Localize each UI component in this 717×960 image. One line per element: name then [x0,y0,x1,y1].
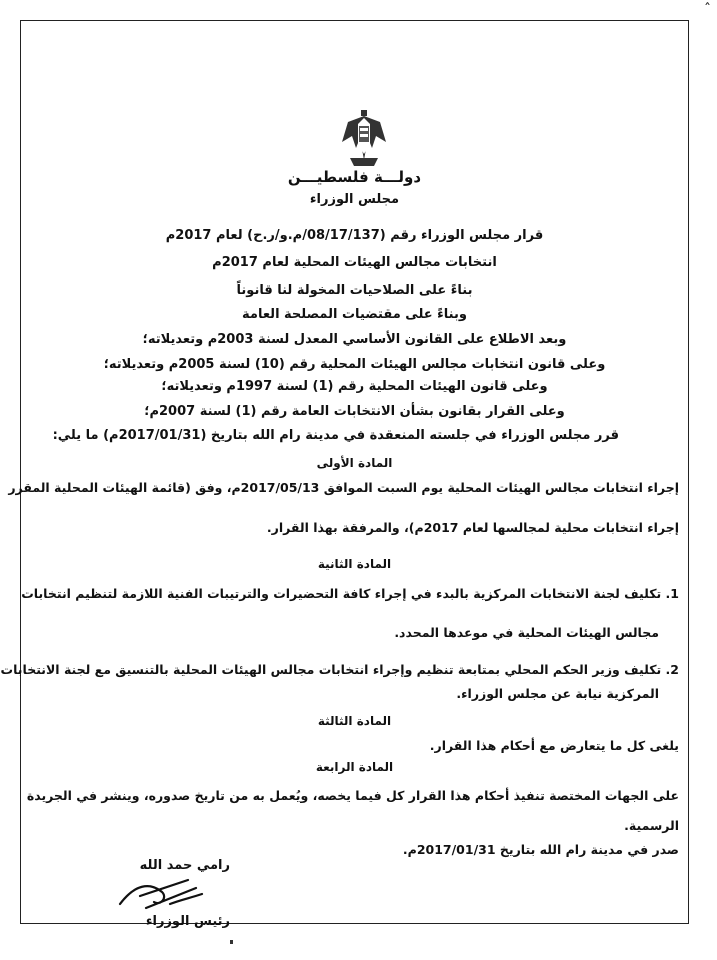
decree-document [0,20,689,929]
edge-mark: ˆ [704,2,711,18]
preamble-line: وعلى القرار بقانون بشأن الانتخابات العامة رقم (1) لسنة 2007م؛ [144,404,565,419]
signatory-name: رامي حمد الله [139,858,230,873]
article-heading: المادة الثانية [317,557,392,571]
signatory-title: رئيس الوزراء [145,914,230,929]
signature-block [100,858,230,938]
decision-subject: انتخابات مجالس الهيئات المحلية لعام 2017م [212,255,497,270]
issued-line: صدر في مدينة رام الله بتاريخ 2017/01/31م. [402,842,679,857]
palestine-eagle-emblem [338,108,390,170]
preamble-line: وبعد الاطلاع على القانون الأساسي المعدل لسنة 2003م وتعديلاته؛ [142,332,567,347]
article-text: على الجهات المختصة تنفيذ أحكام هذا القرار كل فيما يخصه، ويُعمل به من تاريخ صدوره، وينشر في الجريدة [26,788,679,803]
article-text: المركزية نيابة عن مجلس الوزراء. [456,686,659,701]
article-heading: المادة الأولى [316,456,393,470]
article-text: 2. تكليف وزير الحكم المحلي بمتابعة تنظيم وإجراء انتخابات مجالس الهيئات المحلية بالتنسيق مع لجنة الانتخابات [0,662,679,677]
preamble-line: بناءً على الصلاحيات المخولة لنا قانوناً [236,283,473,298]
preamble-line: وعلى قانون انتخابات مجالس الهيئات المحلية رقم (10) لسنة 2005م وتعديلاته؛ [103,357,606,372]
article-text: الرسمية. [624,818,679,833]
handwritten-signature [110,874,210,914]
article-text: يلغى كل ما يتعارض مع أحكام هذا القرار. [429,738,679,753]
decision-title: قرار مجلس الوزراء رقم (08/17/137/م.و/ر.ح) لعام 2017م [165,228,544,243]
state-name: دولـــة فلسطيـــن [287,168,422,186]
article-text: 1. تكليف لجنة الانتخابات المركزية بالبدء في إجراء كافة التحضيرات والترتيبات الفنية اللازمة لتنظيم انتخابات [21,586,679,601]
council-name: مجلس الوزراء [309,192,400,207]
preamble-line: وعلى قانون الهيئات المحلية رقم (1) لسنة 1997م وتعديلاته؛ [161,379,548,394]
article-text: مجالس الهيئات المحلية في موعدها المحدد. [394,625,659,640]
article-heading: المادة الرابعة [315,760,394,774]
preamble-line: وبناءً على مقتضيات المصلحة العامة [242,307,467,322]
resolution-intro: قرر مجلس الوزراء في جلسته المنعقدة في مدينة رام الله بتاريخ (2017/01/31م) ما يلي: [52,428,619,443]
article-text: إجراء انتخابات محلية لمجالسها لعام 2017م)، والمرفقة بهذا القرار. [266,520,679,535]
article-heading: المادة الثالثة [317,714,392,728]
stray-mark [230,940,233,944]
article-text: إجراء انتخابات مجالس الهيئات المحلية يوم السبت الموافق 2017/05/13م، وفق (قائمة الهيئات المحلية المقرر [8,480,679,495]
